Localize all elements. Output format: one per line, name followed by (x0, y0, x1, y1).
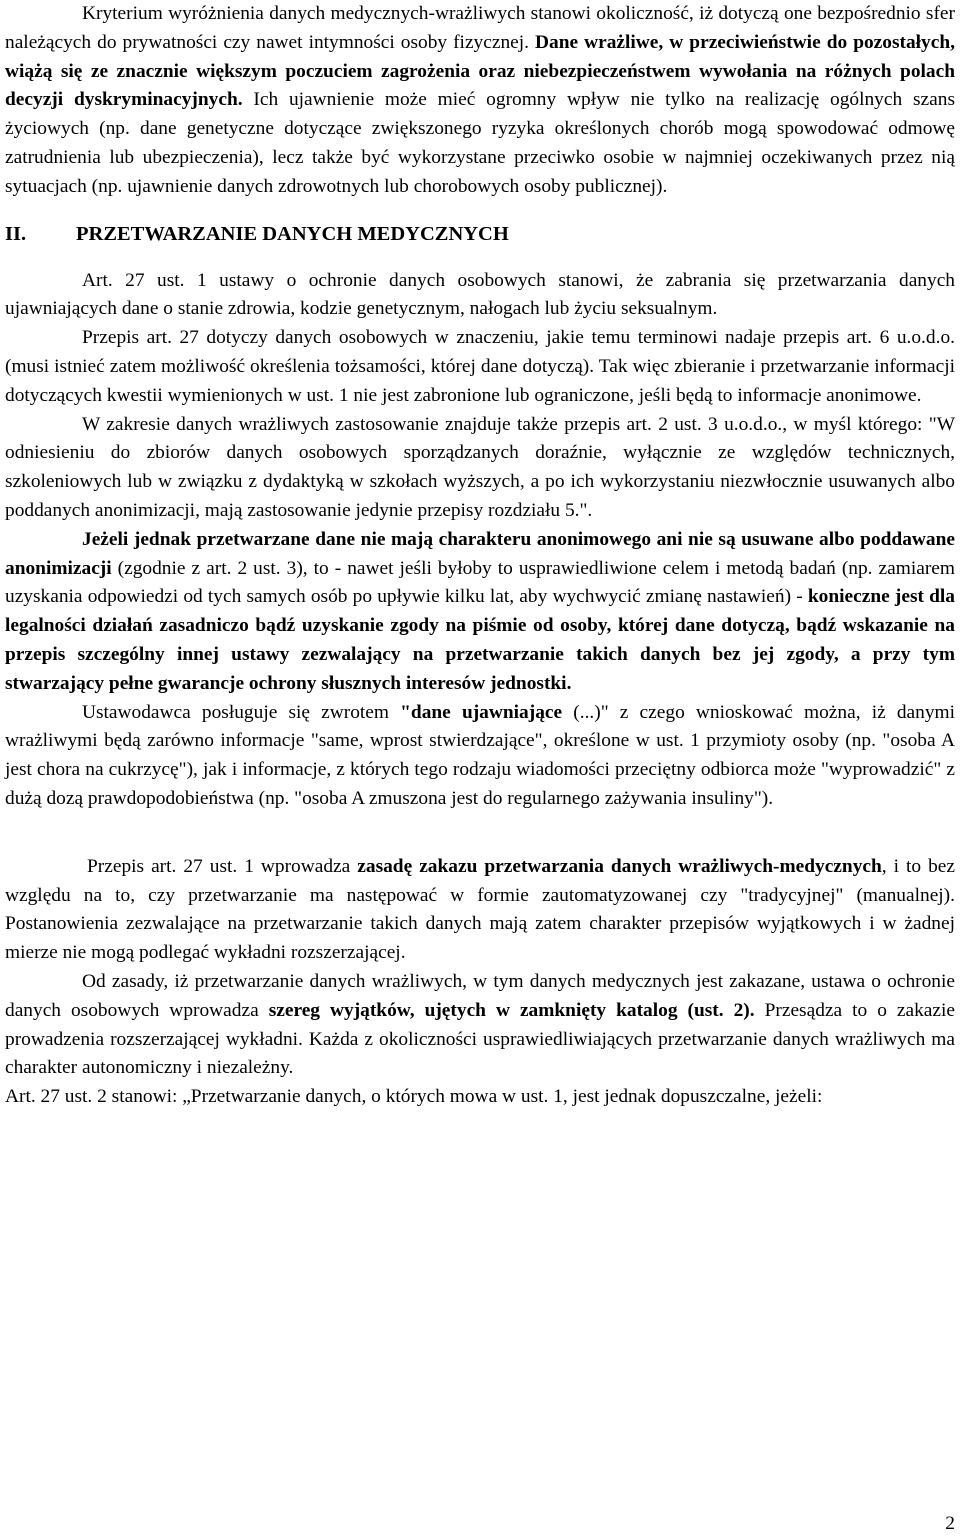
document-page (5, 0, 955, 1112)
text-run: Od zasady, iż przetwarzanie danych wrażliwych, w tym danych medycznych jest zakazane, ustawa o ochronie danych osobowych wprowadza (5, 970, 955, 1021)
section-heading (5, 219, 955, 249)
text-run: Przesądza to o zakazie prowadzenia rozszerzającej wykładni. Każda z okoliczności usprawiedliwiających przetwarzanie danych wrażliwych ma charakter autonomiczny i niezależny. (5, 999, 955, 1079)
paragraph-art27-scope: Przepis art. 27 dotyczy danych osobowych w znaczeniu, jakie temu terminowi nadaje przepis art. 6 u.o.d.o. (musi istnieć zatem możliwość określenia tożsamości, której dane dotyczą). Tak więc zbieranie i przetwarzanie informacji dotyczących kwestii wymienionych w ust. 1 nie jest zabronione lub ograniczone, jeśli będą to informacje anonimowe. (5, 327, 955, 406)
text-run: (zgodnie z art. 2 ust. 3), to - nawet jeśli byłoby to usprawiedliwione celem i metodą badań (np. zamiarem uzyskania odpowiedzi od tych samych osób po upływie kilku lat, aby wychwycić zmianę nastawień) - (5, 557, 955, 608)
paragraph-art27-ust2: Art. 27 ust. 2 stanowi: „Przetwarzanie danych, o których mowa w ust. 1, jest jednak dopuszczalne, jeżeli: (5, 1086, 823, 1108)
bold-text-run: Dane wrażliwe, w przeciwieństwie do pozostałych, wiążą się ze znacznie większym poczuciem zagrożenia oraz niebezpieczeństwem wywołania na różnych polach decyzji dyskryminacyjnych. (5, 31, 955, 111)
text-run: Ich ujawnienie może mieć ogromny wpływ nie tylko na realizację ogólnych szans życiowych (np. dane genetyczne dotyczące zwiększonego ryzyka określonych chorób mogą spowodować odmowę zatrudnienia lub ubezpieczenia), lecz także być wykorzystane przeciwko osobie w najmniej oczekiwanych przez nią sytuacjach (np. ujawnienie danych zdrowotnych lub chorobowych osoby publicznej). (5, 89, 955, 197)
text-run: Ustawodawca posługuje się zwrotem (82, 701, 401, 723)
bold-text-run: Jeżeli jednak przetwarzane dane nie mają charakteru anonimowego ani nie są usuwane albo poddawane anonimizacji (5, 528, 955, 579)
paragraph-consent-requirement (5, 526, 955, 699)
paragraph-prohibition-principle (5, 853, 955, 968)
paragraph-revealing-data (5, 699, 955, 814)
paragraph-art2-exception: W zakresie danych wrażliwych zastosowanie znajduje także przepis art. 2 ust. 3 u.o.d.o., w myśl którego: "W odniesieniu do zbiorów danych osobowych sporządzanych doraźnie, wyłącznie ze względów technicznych, szkoleniowych lub w związku z dydaktyką w szkołach wyższych, a po ich wykorzystaniu niezwłocznie usuwanych albo poddanych anonimizacji, mają zastosowanie jedynie przepisy rozdziału 5.". (5, 413, 955, 521)
section-title: PRZETWARZANIE DANYCH MEDYCZNYCH (76, 222, 509, 245)
section-number: II. (5, 222, 27, 245)
paragraph-art27-intro: Art. 27 ust. 1 ustawy o ochronie danych osobowych stanowi, że zabrania się przetwarzania danych ujawniających dane o stanie zdrowia, kodzie genetycznym, nałogach lub życiu seksualnym. (5, 269, 955, 320)
text-run: , i to bez względu na to, czy przetwarzanie ma następować w formie zautomatyzowanej czy "tradycyjnej" (manualnej). Postanowienia zezwalające na przetwarzanie takich danych mają zatem charakter przepisów wyjątkowych i w żadnej mierze nie mogą podlegać wykładni rozszerzającej. (5, 855, 955, 964)
bold-text-run: "dane ujawniające (400, 701, 563, 723)
bold-text-run: zasadę zakazu przetwarzania danych wrażliwych-medycznych (357, 855, 882, 877)
text-run: (...)" z czego wnioskować można, iż danymi wrażliwymi będą zarówno informacje "same, wprost stwierdzające", określone w ust. 1 przymioty osoby (np. "osoba A jest chora na cukrzycę"), jak i informacje, z których tego rodzaju wiadomości przeciętny odbiorca może "wyprowadzić" z dużą dozą prawdopodobieństwa (np. "osoba A zmuszona jest do regularnego zażywania insuliny"). (5, 701, 956, 809)
paragraph-exceptions-catalog (5, 968, 955, 1083)
bold-text-run: szereg wyjątków, ujętych w zamknięty katalog (ust. 2). (268, 999, 755, 1021)
text-run: Przepis art. 27 ust. 1 wprowadza (87, 855, 358, 877)
text-run: Kryterium wyróżnienia danych medycznych-wrażliwych stanowi okoliczność, iż dotyczą one bezpośrednio sfer należących do prywatności czy nawet intymności osoby fizycznej. (5, 3, 955, 53)
page-number: 2 (945, 1513, 955, 1534)
bold-text-run: konieczne jest dla legalności działań zasadniczo bądź uzyskanie zgody na piśmie od osoby, której dane dotyczą, bądź wskazanie na przepis szczególny innej ustawy zezwalający na przetwarzanie takich danych bez jej zgody, a przy tym stwarzający pełne gwarancje ochrony słusznych interesów jednostki. (5, 586, 955, 694)
paragraph-sensitive-data-criterion (5, 0, 955, 202)
